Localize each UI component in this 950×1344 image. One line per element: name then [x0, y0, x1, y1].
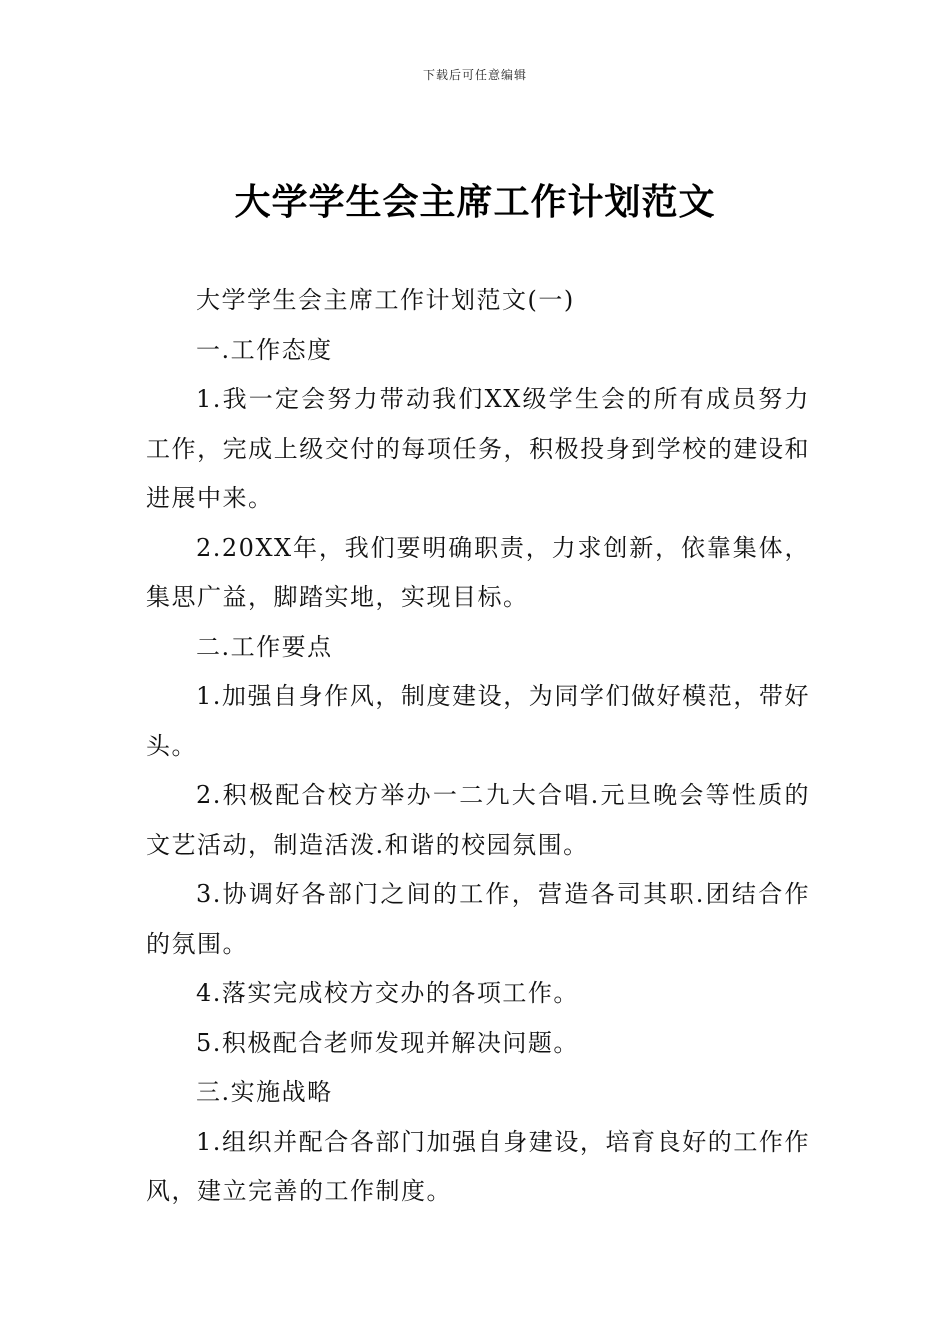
document-title: 大学学生会主席工作计划范文 — [234, 182, 716, 223]
header-note: 下载后可任意编辑 — [422, 68, 527, 82]
paragraph: 5.积极配合老师发现并解决问题。 — [196, 1028, 579, 1057]
paragraph: 1.组织并配合各部门加强自身建设，培育良好的工作作风，建立完善的工作制度。 — [146, 1127, 810, 1205]
paragraph: 4.落实完成校方交办的各项工作。 — [196, 979, 579, 1007]
heading-work-attitude: 一.工作态度 — [196, 335, 333, 364]
heading-implementation-strategy: 三.实施战略 — [196, 1078, 333, 1106]
paragraph: 2.积极配合校方举办一二九大合唱.元旦晚会等性质的文艺活动，制造活泼.和谐的校园氛围。 — [146, 781, 810, 859]
paragraph-subtitle: 大学学生会主席工作计划范文(一) — [196, 286, 575, 314]
paragraph: 1.加强自身作风，制度建设，为同学们做好模范，带好头。 — [146, 682, 810, 760]
heading-work-points: 二.工作要点 — [196, 632, 333, 661]
paragraph: 2.20XX年，我们要明确职责，力求创新，依靠集体，集思广益，脚踏实地，实现目标。 — [146, 533, 810, 611]
paragraph: 3.协调好各部门之间的工作，营造各司其职.团结合作的氛围。 — [146, 880, 810, 958]
document-body — [146, 276, 810, 1217]
paragraph: 1.我一定会努力带动我们XX级学生会的所有成员努力工作，完成上级交付的每项任务，积极投身到学校的建设和进展中来。 — [146, 385, 810, 512]
